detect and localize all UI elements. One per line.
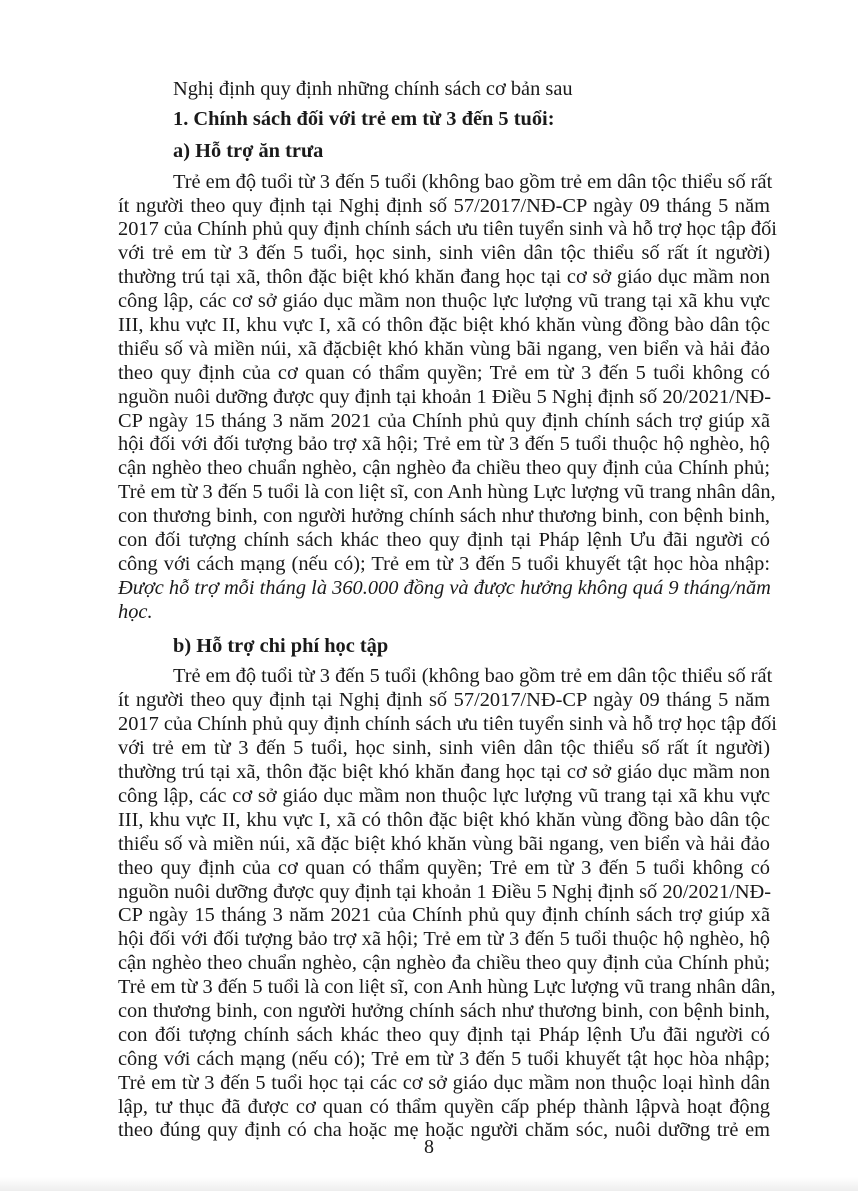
paragraph-line: Được hỗ trợ mỗi tháng là 360.000 đồng và được hưởng không quá 9 tháng/năm xyxy=(118,576,771,599)
paragraph-line: cận nghèo theo chuẩn nghèo, cận nghèo đa chiều theo quy định của Chính phủ; xyxy=(118,952,770,975)
paragraph-line: thường trú tại xã, thôn đặc biệt khó khăn đang học tại cơ sở giáo dục mầm non xyxy=(118,266,770,289)
paragraph-line: ít người theo quy định tại Nghị định số 57/2017/NĐ-CP ngày 09 tháng 5 năm xyxy=(118,194,770,217)
paragraph-line: theo quy định của cơ quan có thẩm quyền; Trẻ em từ 3 đến 5 tuổi không có xyxy=(118,361,770,384)
paragraph-line: công với cách mạng (nếu có); Trẻ em từ 3 đến 5 tuổi khuyết tật học hòa nhập: xyxy=(118,552,770,575)
paragraph-line: con đối tượng chính sách khác theo quy định tại Pháp lệnh Ưu đãi người có xyxy=(118,529,770,552)
subsection-b-paragraph xyxy=(118,665,777,1143)
paragraph-line: nguồn nuôi dưỡng được quy định tại khoản 1 Điều 5 Nghị định số 20/2021/NĐ- xyxy=(118,880,772,903)
paragraph-line: III, khu vực II, khu vực I, xã có thôn đặc biệt khó khăn vùng đồng bào dân tộc xyxy=(118,314,770,337)
paragraph-line: 2017 của Chính phủ quy định chính sách ưu tiên tuyển sinh và hỗ trợ học tập đối xyxy=(118,713,777,736)
paragraph-line: hội đối với đối tượng bảo trợ xã hội; Trẻ em từ 3 đến 5 tuổi thuộc hộ nghèo, hộ xyxy=(118,433,770,456)
paragraph-line: Trẻ em từ 3 đến 5 tuổi học tại các cơ sở giáo dục mầm non thuộc loại hình dân xyxy=(118,1071,770,1094)
paragraph-line: thiểu số và miền núi, xã đặc biệt khó khăn vùng bãi ngang, ven biển và hải đảo xyxy=(118,832,770,855)
paragraph-line: Trẻ em độ tuổi từ 3 đến 5 tuổi (không bao gồm trẻ em dân tộc thiểu số rất xyxy=(173,665,773,688)
paragraph-line: công lập, các cơ sở giáo dục mầm non thuộc lực lượng vũ trang tại xã khu vực xyxy=(118,784,770,807)
paragraph-line: III, khu vực II, khu vực I, xã có thôn đặc biệt khó khăn vùng đồng bào dân tộc xyxy=(118,808,770,831)
paragraph-line: thiểu số và miền núi, xã đặcbiệt khó khăn vùng bãi ngang, ven biển và hải đảo xyxy=(118,337,770,360)
paragraph-line: Trẻ em từ 3 đến 5 tuổi là con liệt sĩ, con Anh hùng Lực lượng vũ trang nhân dân, xyxy=(118,481,776,504)
paragraph-line: công với cách mạng (nếu có); Trẻ em từ 3 đến 5 tuổi khuyết tật học hòa nhập; xyxy=(118,1047,770,1070)
page-number: 8 xyxy=(424,1136,434,1158)
paragraph-line: con thương binh, con người hưởng chính sách như thương binh, con bệnh binh, xyxy=(118,999,770,1022)
paragraph-line: CP ngày 15 tháng 3 năm 2021 của Chính phủ quy định chính sách trợ giúp xã xyxy=(118,409,770,432)
subsection-b-heading: b) Hỗ trợ chi phí học tập xyxy=(173,634,389,657)
paragraph-line: thường trú tại xã, thôn đặc biệt khó khăn đang học tại cơ sở giáo dục mầm non xyxy=(118,761,770,784)
section-1-heading: 1. Chính sách đối với trẻ em từ 3 đến 5 tuổi: xyxy=(173,107,555,130)
paragraph-line: với trẻ em từ 3 đến 5 tuổi, học sinh, sinh viên dân tộc thiểu số rất ít người) xyxy=(118,737,770,760)
paragraph-line: nguồn nuôi dưỡng được quy định tại khoản 1 Điều 5 Nghị định số 20/2021/NĐ- xyxy=(118,385,772,408)
paragraph-line: học. xyxy=(118,600,153,623)
paragraph-line: theo đúng quy định có cha hoặc mẹ hoặc người chăm sóc, nuôi dưỡng trẻ em xyxy=(118,1119,770,1142)
paragraph-line: Trẻ em độ tuổi từ 3 đến 5 tuổi (không bao gồm trẻ em dân tộc thiểu số rất xyxy=(173,170,773,193)
subsection-a-paragraph xyxy=(118,170,777,625)
paragraph-line: theo quy định của cơ quan có thẩm quyền; Trẻ em từ 3 đến 5 tuổi không có xyxy=(118,856,770,879)
paragraph-line: Trẻ em từ 3 đến 5 tuổi là con liệt sĩ, con Anh hùng Lực lượng vũ trang nhân dân, xyxy=(118,976,776,999)
paragraph-line: cận nghèo theo chuẩn nghèo, cận nghèo đa chiều theo quy định của Chính phủ; xyxy=(118,457,770,480)
paragraph-line: con đối tượng chính sách khác theo quy định tại Pháp lệnh Ưu đãi người có xyxy=(118,1023,770,1046)
paragraph-line: 2017 của Chính phủ quy định chính sách ưu tiên tuyển sinh và hỗ trợ học tập đối xyxy=(118,218,777,241)
paragraph-line: công lập, các cơ sở giáo dục mầm non thuộc lực lượng vũ trang tại xã khu vực xyxy=(118,290,770,313)
subsection-a-heading: a) Hỗ trợ ăn trưa xyxy=(173,139,324,162)
paragraph-line: lập, tư thục đã được cơ quan có thẩm quyền cấp phép thành lậpvà hoạt động xyxy=(118,1095,770,1118)
page-bottom-shadow xyxy=(0,1177,858,1191)
paragraph-line: ít người theo quy định tại Nghị định số 57/2017/NĐ-CP ngày 09 tháng 5 năm xyxy=(118,689,770,712)
intro-text: Nghị định quy định những chính sách cơ bản sau xyxy=(173,78,573,100)
paragraph-line: CP ngày 15 tháng 3 năm 2021 của Chính phủ quy định chính sách trợ giúp xã xyxy=(118,904,770,927)
paragraph-line: hội đối với đối tượng bảo trợ xã hội; Trẻ em từ 3 đến 5 tuổi thuộc hộ nghèo, hộ xyxy=(118,928,770,951)
paragraph-line: con thương binh, con người hưởng chính sách như thương binh, con bệnh binh, xyxy=(118,505,770,528)
document-page xyxy=(118,78,777,1143)
paragraph-line: với trẻ em từ 3 đến 5 tuổi, học sinh, sinh viên dân tộc thiểu số rất ít người) xyxy=(118,242,770,265)
